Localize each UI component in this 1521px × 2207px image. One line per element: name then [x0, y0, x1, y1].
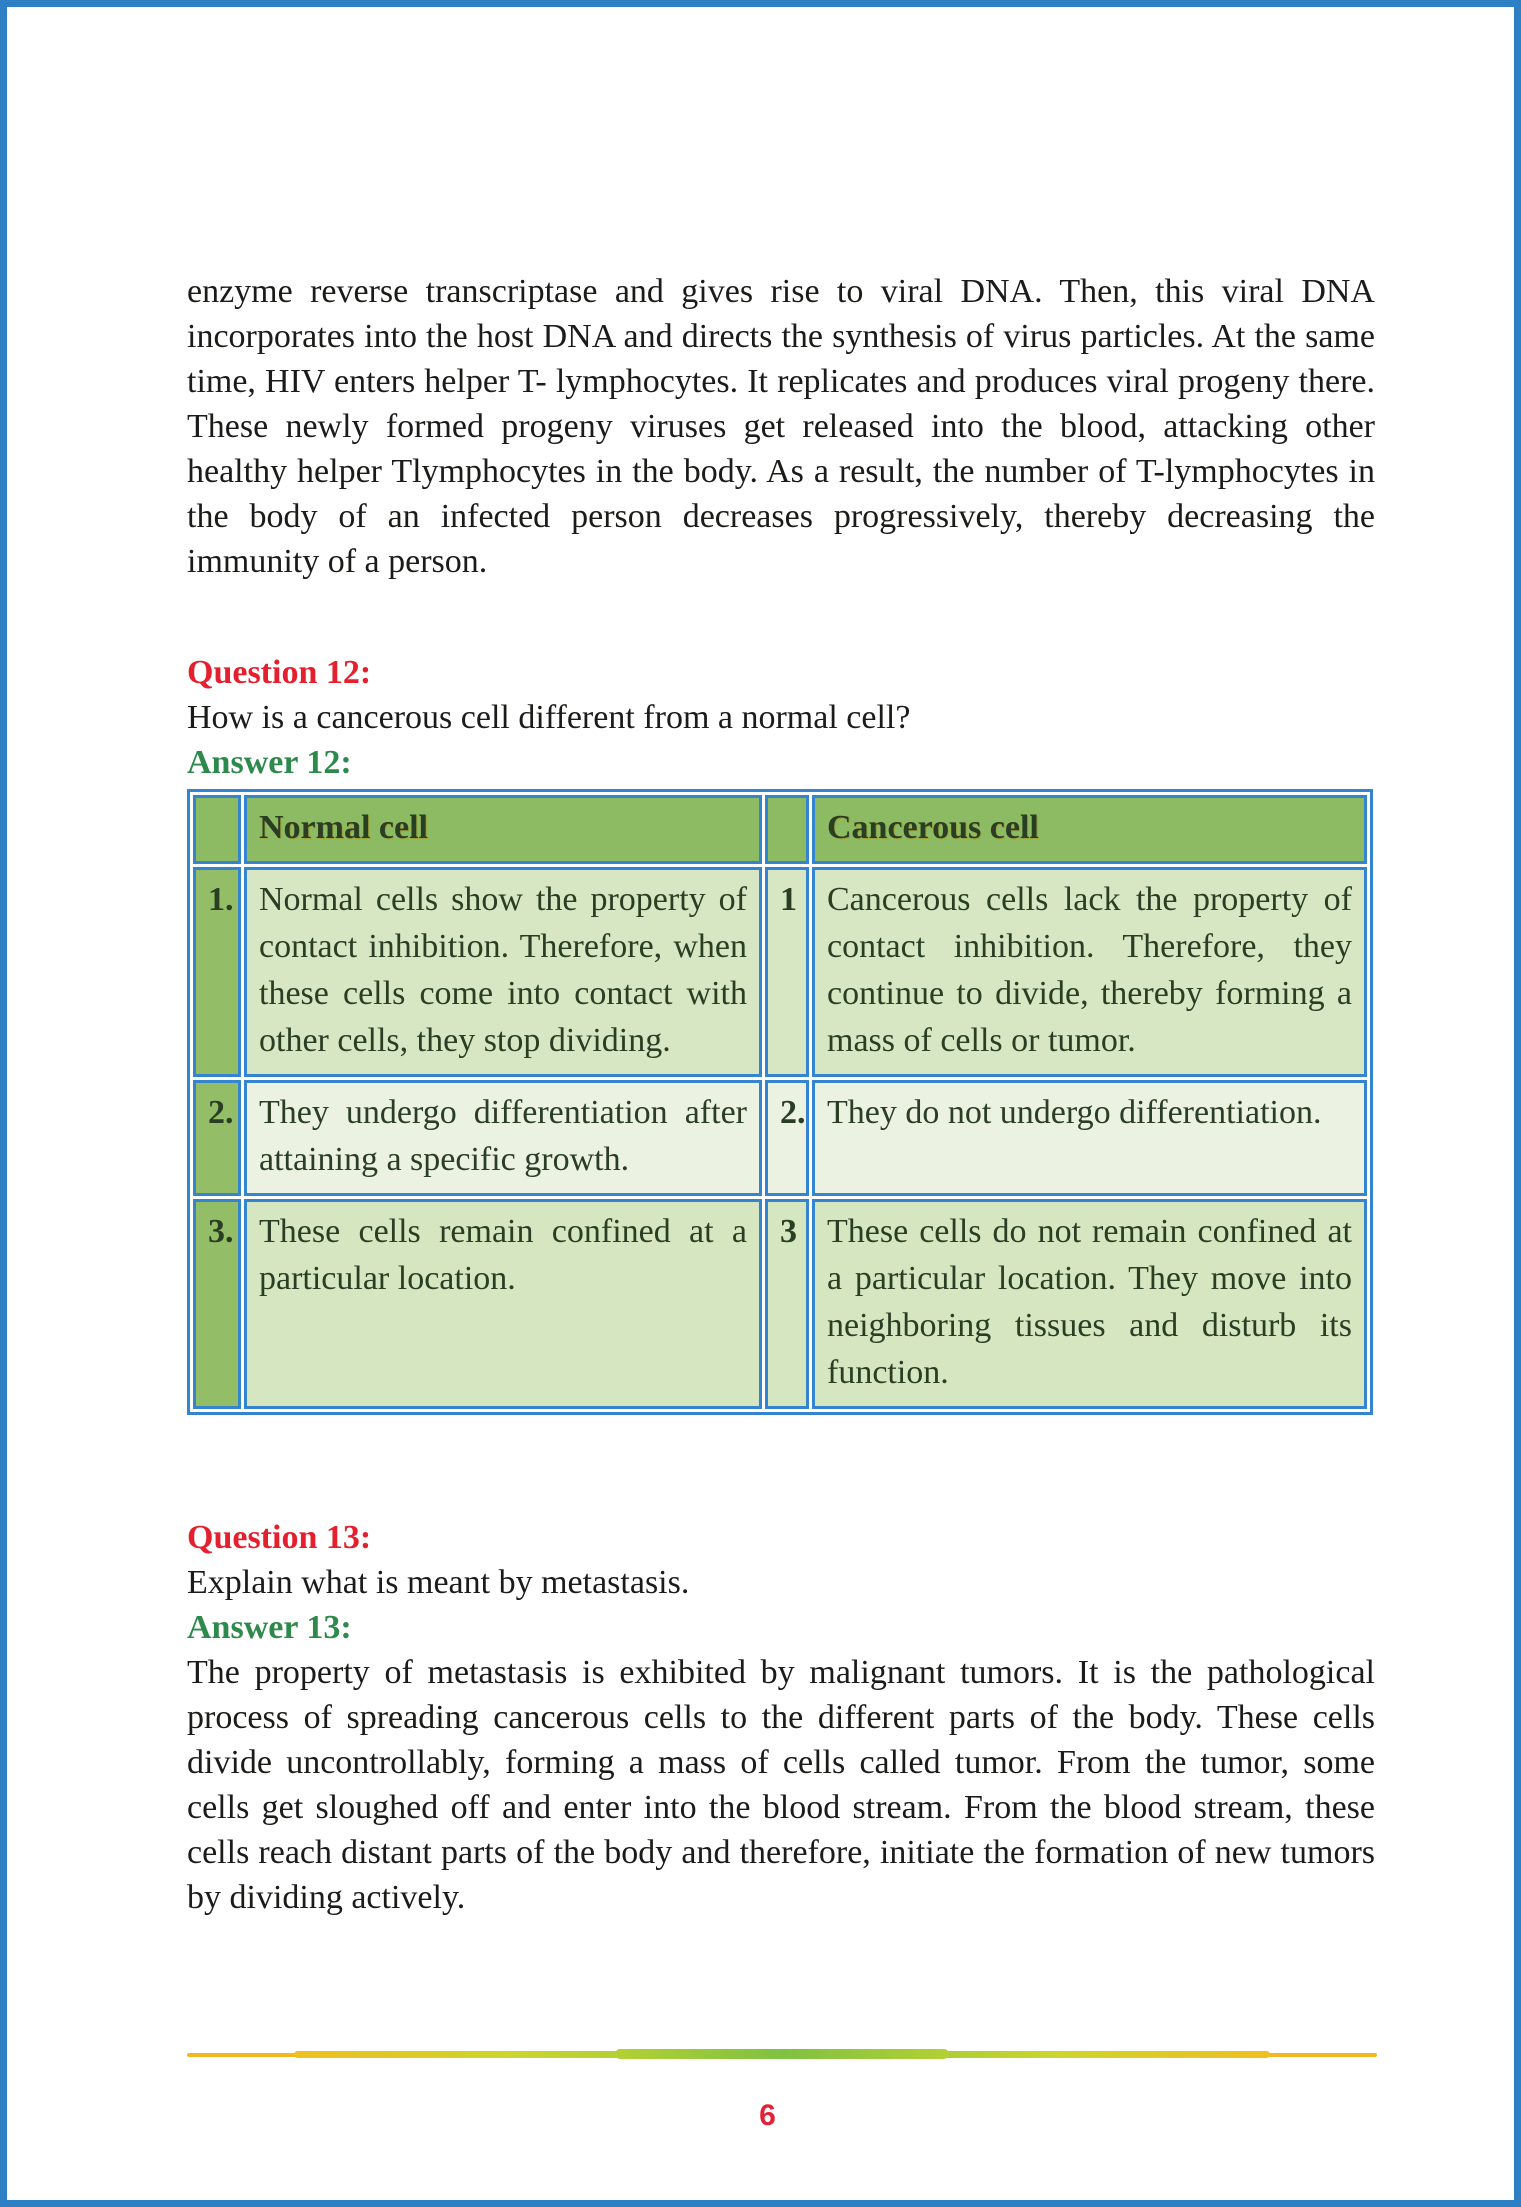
- answer-13-heading: Answer 13:: [187, 1609, 352, 1646]
- row-number-right: 2.: [765, 1080, 809, 1196]
- header-spacer-mid: [765, 795, 809, 864]
- table-row: [193, 1080, 1367, 1196]
- row-number-right: 1: [765, 867, 809, 1077]
- cancerous-cell-point-2: They do not undergo differentiation.: [812, 1080, 1367, 1196]
- table-header-row: [193, 795, 1367, 864]
- cancerous-cell-point-1: Cancerous cells lack the property of contact inhibition. Therefore, they continue to divide, thereby forming a mass of cells or tumor.: [812, 867, 1367, 1077]
- normal-cell-point-2: They undergo differentiation after attaining a specific growth.: [244, 1080, 762, 1196]
- cancerous-cell-point-3: These cells do not remain confined at a particular location. They move into neighboring tissues and disturb its function.: [812, 1199, 1367, 1409]
- page-number: 6: [759, 2099, 776, 2132]
- footer-rule-center: [615, 2049, 948, 2059]
- normal-cell-point-1: Normal cells show the property of contact inhibition. Therefore, when these cells come into contact with other cells, they stop dividing.: [244, 867, 762, 1077]
- question-12-text: How is a cancerous cell different from a normal cell?: [187, 699, 911, 736]
- row-number-left: 2.: [193, 1080, 241, 1196]
- answer-13-paragraph: The property of metastasis is exhibited by malignant tumors. It is the pathological process of spreading cancerous cells to the different parts of the body. These cells divide uncontrollably, forming a mass of cells called tumor. From the tumor, some cells get sloughed off and enter into the blood stream. From the blood stream, these cells reach distant parts of the body and therefore, initiate the formation of new tumors by dividing actively.: [187, 1654, 1375, 1916]
- answer-12-heading: Answer 12:: [187, 744, 352, 781]
- intro-paragraph: enzyme reverse transcriptase and gives rise to viral DNA. Then, this viral DNA incorporates into the host DNA and directs the synthesis of virus particles. At the same time, HIV enters helper T- lymphocytes. It replicates and produces viral progeny there. These newly formed progeny viruses get released into the blood, attacking other healthy helper Tlymphocytes in the body. As a result, the number of T-lymphocytes in the body of an infected person decreases progressively, thereby decreasing the immunity of a person.: [187, 273, 1375, 580]
- table-row: [193, 1199, 1367, 1409]
- row-number-left: 1.: [193, 867, 241, 1077]
- question-12-heading: Question 12:: [187, 654, 372, 691]
- header-normal-cell: Normal cell: [244, 795, 762, 864]
- normal-vs-cancerous-table: [187, 789, 1373, 1415]
- question-13-text: Explain what is meant by metastasis.: [187, 1564, 690, 1601]
- table-row: [193, 867, 1367, 1077]
- normal-cell-point-3: These cells remain confined at a particular location.: [244, 1199, 762, 1409]
- row-number-left: 3.: [193, 1199, 241, 1409]
- row-number-right: 3: [765, 1199, 809, 1409]
- header-spacer-left: [193, 795, 241, 864]
- header-cancerous-cell: Cancerous cell: [812, 795, 1367, 864]
- question-13-heading: Question 13:: [187, 1519, 372, 1556]
- footer-divider-rule: [187, 2049, 1377, 2060]
- page-content: [187, 7, 1375, 1920]
